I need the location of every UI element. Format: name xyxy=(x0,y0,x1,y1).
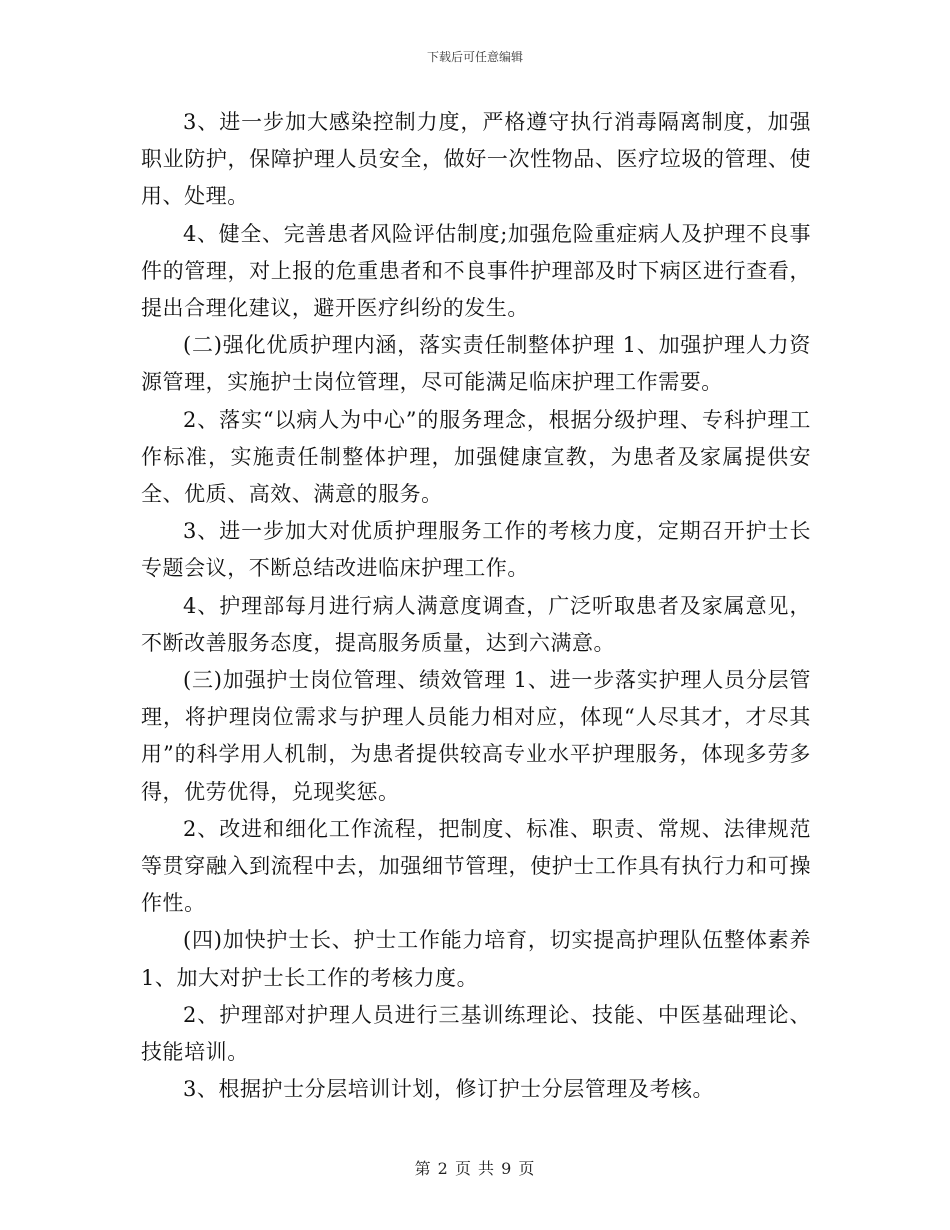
paragraph: (四)加快护士长、护士工作能力培育，切实提高护理队伍整体素养 1、加大对护士长工作的考核力度。 xyxy=(141,928,811,990)
document-body xyxy=(141,104,811,1108)
paragraph: 2、改进和细化工作流程，把制度、标准、职责、常规、法律规范等贯穿融入到流程中去，加强细节管理，使护士工作具有执行力和可操作性。 xyxy=(141,816,811,916)
page-number-footer: 第 2 页 共 9 页 xyxy=(414,1159,536,1178)
paragraph: 3、根据护士分层培训计划，修订护士分层管理及考核。 xyxy=(183,1077,715,1102)
page-header: 下载后可任意编辑 xyxy=(426,50,523,64)
paragraph: 3、进一步加大对优质护理服务工作的考核力度，定期召开护士长专题会议，不断总结改进临床护理工作。 xyxy=(141,519,811,581)
paragraph: 2、护理部对护理人员进行三基训练理论、技能、中医基础理论、技能培训。 xyxy=(141,1002,811,1065)
paragraph: 2、落实“以病人为中心”的服务理念，根据分级护理、专科护理工作标准，实施责任制整体护理，加强健康宣教，为患者及家属提供安全、优质、高效、满意的服务。 xyxy=(141,407,811,507)
paragraph: (二)强化优质护理内涵，落实责任制整体护理 1、加强护理人力资源管理，实施护士岗位管理，尽可能满足临床护理工作需要。 xyxy=(141,333,811,395)
paragraph: 4、健全、完善患者风险评估制度;加强危险重症病人及护理不良事件的管理，对上报的危重患者和不良事件护理部及时下病区进行查看，提出合理化建议，避开医疗纠纷的发生。 xyxy=(141,221,811,321)
paragraph: 3、进一步加大感染控制力度，严格遵守执行消毒隔离制度，加强职业防护，保障护理人员安全，做好一次性物品、医疗垃圾的管理、使用、处理。 xyxy=(141,110,811,209)
paragraph: (三)加强护士岗位管理、绩效管理 1、进一步落实护理人员分层管理，将护理岗位需求与护理人员能力相对应，体现“人尽其才，才尽其用”的科学用人机制，为患者提供较高专业水平护理服务，体现多劳多得，优劳优得，兑现奖惩。 xyxy=(141,668,811,804)
paragraph: 4、护理部每月进行病人满意度调查，广泛听取患者及家属意见，不断改善服务态度，提高服务质量，达到六满意。 xyxy=(141,593,811,655)
